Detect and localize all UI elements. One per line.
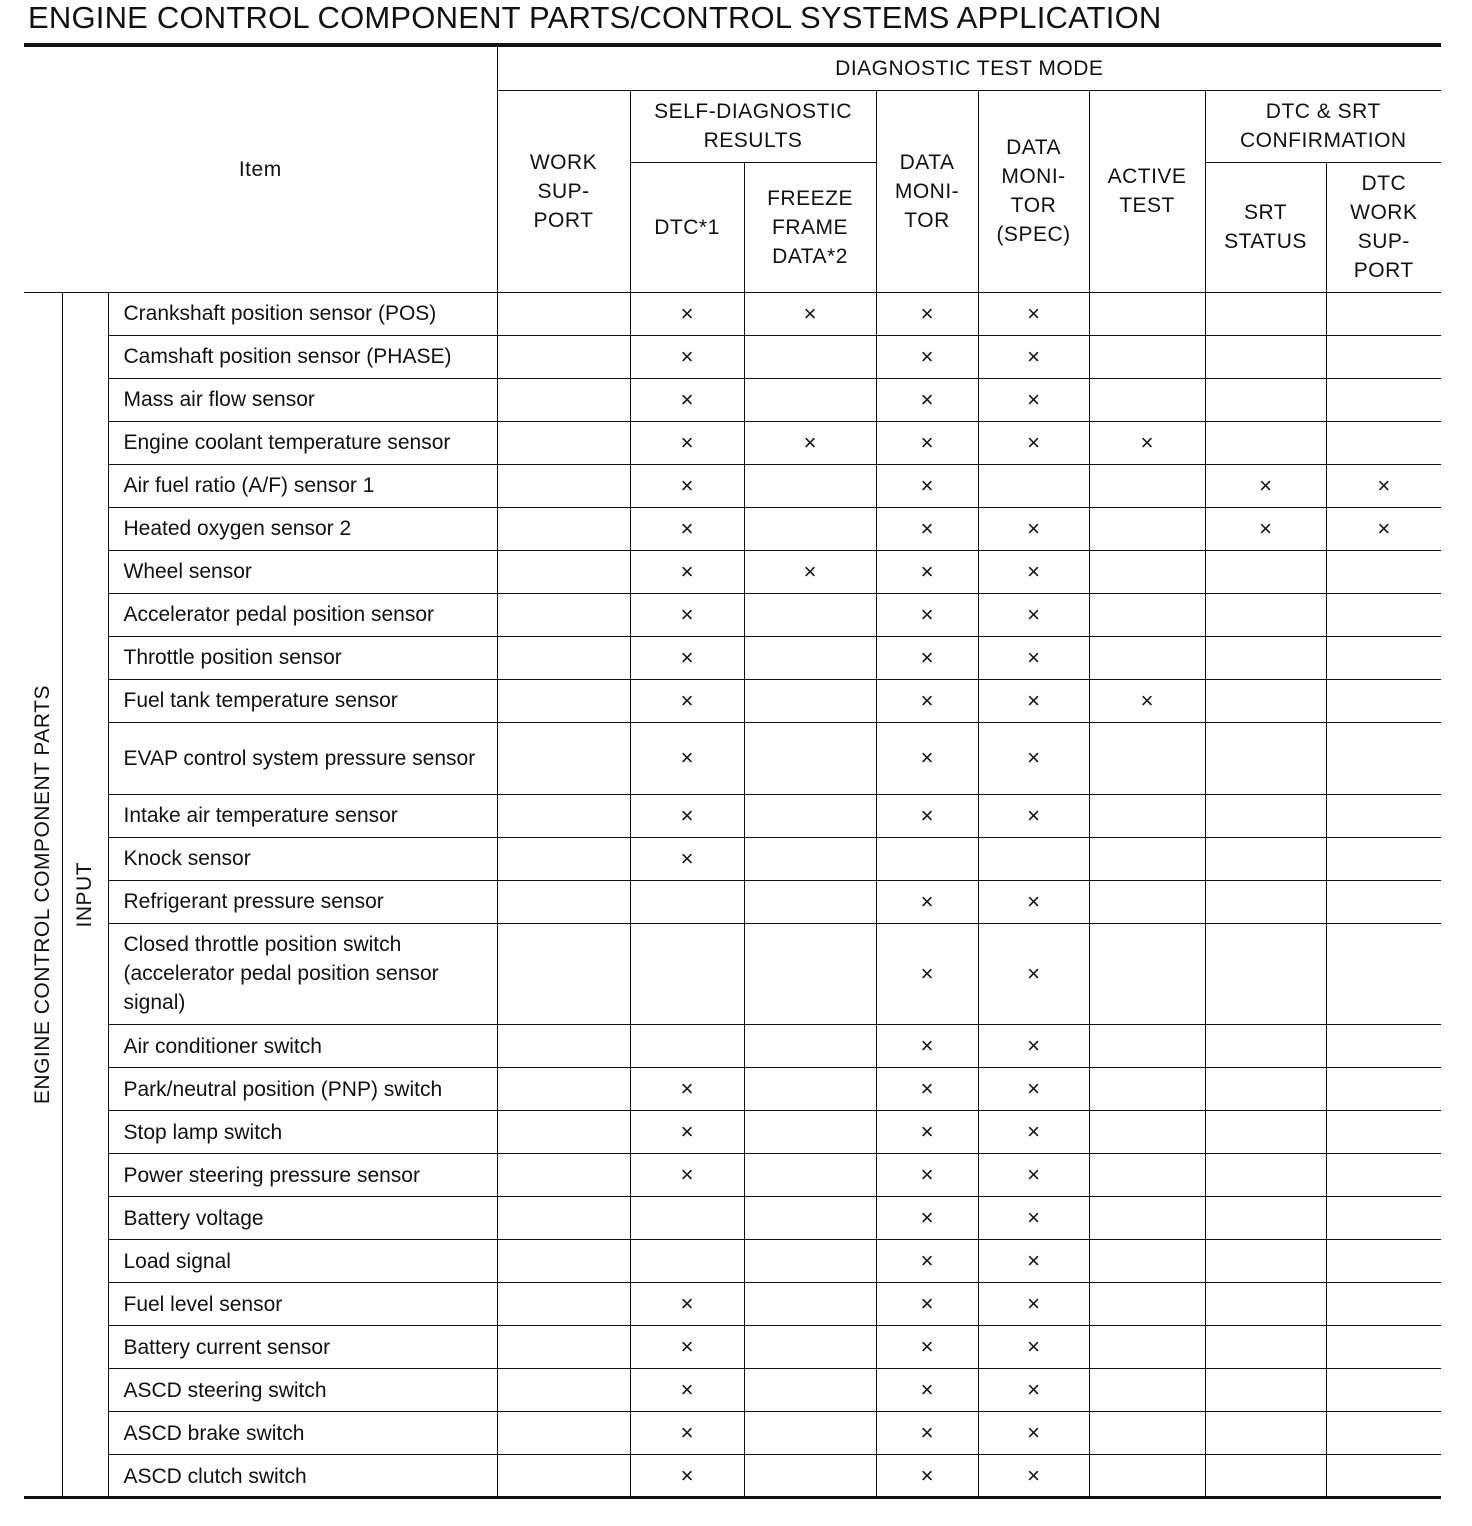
applicable-mark: × xyxy=(978,636,1089,679)
empty-cell xyxy=(497,335,630,378)
empty-cell xyxy=(744,679,876,722)
empty-cell xyxy=(630,880,744,923)
empty-cell xyxy=(497,421,630,464)
applicable-mark: × xyxy=(978,880,1089,923)
empty-cell xyxy=(744,837,876,880)
empty-cell xyxy=(1205,636,1326,679)
row-item-label: Engine coolant temperature sensor xyxy=(108,421,497,464)
table-row xyxy=(24,679,1441,722)
applicable-mark: × xyxy=(978,679,1089,722)
table-row xyxy=(24,837,1441,880)
applicable-mark: × xyxy=(876,1283,978,1326)
row-item-label: Mass air flow sensor xyxy=(108,378,497,421)
applicable-mark: × xyxy=(876,1068,978,1111)
empty-cell xyxy=(1326,794,1441,837)
applicable-mark: × xyxy=(876,335,978,378)
empty-cell xyxy=(744,1197,876,1240)
empty-cell xyxy=(1205,880,1326,923)
empty-cell xyxy=(744,636,876,679)
empty-cell xyxy=(497,1240,630,1283)
empty-cell xyxy=(497,292,630,335)
applicable-mark: × xyxy=(630,1283,744,1326)
applicable-mark: × xyxy=(978,378,1089,421)
table-row xyxy=(24,464,1441,507)
applicable-mark: × xyxy=(978,593,1089,636)
empty-cell xyxy=(744,1412,876,1455)
applicable-mark: × xyxy=(630,1154,744,1197)
applicable-mark: × xyxy=(1089,679,1205,722)
empty-cell xyxy=(744,1326,876,1369)
applicable-mark: × xyxy=(876,1240,978,1283)
empty-cell xyxy=(630,1197,744,1240)
table-row xyxy=(24,880,1441,923)
empty-cell xyxy=(1326,880,1441,923)
row-item-label: Throttle position sensor xyxy=(108,636,497,679)
empty-cell xyxy=(1205,550,1326,593)
applicable-mark: × xyxy=(978,292,1089,335)
empty-cell xyxy=(744,378,876,421)
empty-cell xyxy=(1205,1111,1326,1154)
empty-cell xyxy=(630,923,744,1024)
empty-cell xyxy=(744,507,876,550)
empty-cell xyxy=(744,1240,876,1283)
empty-cell xyxy=(1205,593,1326,636)
applicable-mark: × xyxy=(876,636,978,679)
header-srt-status: SRT STATUS xyxy=(1205,162,1326,292)
header-active-test: ACTIVE TEST xyxy=(1089,90,1205,292)
empty-cell xyxy=(1326,837,1441,880)
applicable-mark: × xyxy=(978,507,1089,550)
empty-cell xyxy=(1326,1455,1441,1498)
empty-cell xyxy=(744,1283,876,1326)
row-item-label: Air fuel ratio (A/F) sensor 1 xyxy=(108,464,497,507)
empty-cell xyxy=(744,464,876,507)
empty-cell xyxy=(1089,1283,1205,1326)
applicable-mark: × xyxy=(630,507,744,550)
row-item-label: Closed throttle position switch (accelerator pedal position sensor signal) xyxy=(108,923,497,1024)
table-row xyxy=(24,378,1441,421)
empty-cell xyxy=(1326,1025,1441,1068)
empty-cell xyxy=(1205,1068,1326,1111)
empty-cell xyxy=(1205,1240,1326,1283)
applicable-mark: × xyxy=(630,722,744,794)
empty-cell xyxy=(1089,378,1205,421)
table-row xyxy=(24,1025,1441,1068)
empty-cell xyxy=(1205,923,1326,1024)
applicable-mark: × xyxy=(876,292,978,335)
applicable-mark: × xyxy=(876,593,978,636)
subgroup-label: INPUT xyxy=(73,862,96,928)
row-item-label: Battery voltage xyxy=(108,1197,497,1240)
table-row xyxy=(24,794,1441,837)
row-item-label: Refrigerant pressure sensor xyxy=(108,880,497,923)
empty-cell xyxy=(497,880,630,923)
applicable-mark: × xyxy=(744,292,876,335)
empty-cell xyxy=(497,550,630,593)
empty-cell xyxy=(1205,1369,1326,1412)
table-row xyxy=(24,1412,1441,1455)
row-item-label: Accelerator pedal position sensor xyxy=(108,593,497,636)
applicable-mark: × xyxy=(744,550,876,593)
empty-cell xyxy=(1205,292,1326,335)
applicable-mark: × xyxy=(876,679,978,722)
empty-cell xyxy=(978,837,1089,880)
empty-cell xyxy=(1089,1111,1205,1154)
applicable-mark: × xyxy=(630,1111,744,1154)
applicable-mark: × xyxy=(630,292,744,335)
applicable-mark: × xyxy=(876,1369,978,1412)
table-row xyxy=(24,636,1441,679)
applicable-mark: × xyxy=(876,1412,978,1455)
empty-cell xyxy=(1326,1154,1441,1197)
applicable-mark: × xyxy=(876,507,978,550)
row-item-label: EVAP control system pressure sensor xyxy=(108,722,497,794)
row-item-label: Air conditioner switch xyxy=(108,1025,497,1068)
applicable-mark: × xyxy=(630,550,744,593)
empty-cell xyxy=(1326,335,1441,378)
empty-cell xyxy=(1089,1025,1205,1068)
empty-cell xyxy=(978,464,1089,507)
row-item-label: Load signal xyxy=(108,1240,497,1283)
applicable-mark: × xyxy=(876,1025,978,1068)
applicable-mark: × xyxy=(876,421,978,464)
empty-cell xyxy=(1089,794,1205,837)
applicable-mark: × xyxy=(876,923,978,1024)
empty-cell xyxy=(1089,1369,1205,1412)
applicable-mark: × xyxy=(744,421,876,464)
table-row xyxy=(24,1455,1441,1498)
empty-cell xyxy=(1326,593,1441,636)
table-row xyxy=(24,1369,1441,1412)
empty-cell xyxy=(1326,722,1441,794)
empty-cell xyxy=(497,794,630,837)
applicable-mark: × xyxy=(978,1025,1089,1068)
subgroup-label-cell xyxy=(62,292,108,1498)
empty-cell xyxy=(1326,923,1441,1024)
table-row xyxy=(24,1154,1441,1197)
applicable-mark: × xyxy=(978,923,1089,1024)
empty-cell xyxy=(1089,837,1205,880)
row-item-label: Intake air temperature sensor xyxy=(108,794,497,837)
applicable-mark: × xyxy=(978,794,1089,837)
applicable-mark: × xyxy=(978,1326,1089,1369)
empty-cell xyxy=(1326,1111,1441,1154)
empty-cell xyxy=(1326,1197,1441,1240)
header-diagnostic-test-mode: DIAGNOSTIC TEST MODE xyxy=(497,47,1441,90)
row-item-label: Heated oxygen sensor 2 xyxy=(108,507,497,550)
row-item-label: ASCD brake switch xyxy=(108,1412,497,1455)
empty-cell xyxy=(1089,593,1205,636)
row-item-label: Stop lamp switch xyxy=(108,1111,497,1154)
empty-cell xyxy=(1326,292,1441,335)
empty-cell xyxy=(1205,837,1326,880)
empty-cell xyxy=(497,722,630,794)
applicable-mark: × xyxy=(876,880,978,923)
row-item-label: Fuel level sensor xyxy=(108,1283,497,1326)
empty-cell xyxy=(497,1154,630,1197)
applicable-mark: × xyxy=(978,722,1089,794)
empty-cell xyxy=(744,335,876,378)
empty-cell xyxy=(497,1025,630,1068)
empty-cell xyxy=(497,923,630,1024)
row-item-label: Camshaft position sensor (PHASE) xyxy=(108,335,497,378)
table-row xyxy=(24,593,1441,636)
table-body xyxy=(24,292,1441,1498)
header-dtc-srt-confirmation: DTC & SRT CONFIRMATION xyxy=(1205,90,1441,162)
empty-cell xyxy=(1089,636,1205,679)
empty-cell xyxy=(497,507,630,550)
row-item-label: ASCD clutch switch xyxy=(108,1455,497,1498)
applicable-mark: × xyxy=(630,464,744,507)
empty-cell xyxy=(1205,679,1326,722)
empty-cell xyxy=(876,837,978,880)
header-data-monitor: DATA MONI- TOR xyxy=(876,90,978,292)
empty-cell xyxy=(1205,378,1326,421)
applicable-mark: × xyxy=(978,1369,1089,1412)
empty-cell xyxy=(1326,378,1441,421)
applicable-mark: × xyxy=(876,378,978,421)
empty-cell xyxy=(1205,1283,1326,1326)
page-title: ENGINE CONTROL COMPONENT PARTS/CONTROL SYSTEMS APPLICATION xyxy=(28,0,1162,35)
empty-cell xyxy=(497,1326,630,1369)
empty-cell xyxy=(630,1025,744,1068)
header-freeze-frame: FREEZE FRAME DATA*2 xyxy=(744,162,876,292)
empty-cell xyxy=(744,722,876,794)
empty-cell xyxy=(744,880,876,923)
applicable-mark: × xyxy=(978,1412,1089,1455)
empty-cell xyxy=(497,1111,630,1154)
applicable-mark: × xyxy=(1326,507,1441,550)
applicable-mark: × xyxy=(630,837,744,880)
applicable-mark: × xyxy=(978,1154,1089,1197)
applicable-mark: × xyxy=(876,722,978,794)
applicable-mark: × xyxy=(1205,507,1326,550)
empty-cell xyxy=(1326,421,1441,464)
applicable-mark: × xyxy=(876,1197,978,1240)
empty-cell xyxy=(1089,722,1205,794)
empty-cell xyxy=(1205,1025,1326,1068)
empty-cell xyxy=(1089,1068,1205,1111)
applicable-mark: × xyxy=(876,794,978,837)
empty-cell xyxy=(1326,679,1441,722)
empty-cell xyxy=(497,679,630,722)
table-row xyxy=(24,1111,1441,1154)
applicable-mark: × xyxy=(978,335,1089,378)
empty-cell xyxy=(1326,1412,1441,1455)
header-work-support: WORK SUP- PORT xyxy=(497,90,630,292)
applicable-mark: × xyxy=(630,1412,744,1455)
empty-cell xyxy=(497,1455,630,1498)
empty-cell xyxy=(1089,1455,1205,1498)
row-item-label: Wheel sensor xyxy=(108,550,497,593)
empty-cell xyxy=(1089,1154,1205,1197)
bottom-rule xyxy=(24,1496,1441,1499)
applicable-mark: × xyxy=(1205,464,1326,507)
applicable-mark: × xyxy=(876,464,978,507)
empty-cell xyxy=(497,1369,630,1412)
application-table xyxy=(24,47,1441,1499)
table-row xyxy=(24,1197,1441,1240)
applicable-mark: × xyxy=(978,1240,1089,1283)
empty-cell xyxy=(744,1369,876,1412)
empty-cell xyxy=(1089,1197,1205,1240)
applicable-mark: × xyxy=(978,1111,1089,1154)
empty-cell xyxy=(744,1068,876,1111)
applicable-mark: × xyxy=(630,1455,744,1498)
empty-cell xyxy=(630,1240,744,1283)
empty-cell xyxy=(1326,1283,1441,1326)
empty-cell xyxy=(1089,464,1205,507)
empty-cell xyxy=(1089,923,1205,1024)
empty-cell xyxy=(1089,335,1205,378)
applicable-mark: × xyxy=(630,593,744,636)
empty-cell xyxy=(1326,550,1441,593)
empty-cell xyxy=(744,1025,876,1068)
empty-cell xyxy=(497,378,630,421)
empty-cell xyxy=(1089,1412,1205,1455)
empty-cell xyxy=(1205,722,1326,794)
applicable-mark: × xyxy=(876,550,978,593)
applicable-mark: × xyxy=(630,1068,744,1111)
applicable-mark: × xyxy=(630,335,744,378)
table-row xyxy=(24,292,1441,335)
applicable-mark: × xyxy=(630,636,744,679)
applicable-mark: × xyxy=(1089,421,1205,464)
empty-cell xyxy=(744,1154,876,1197)
empty-cell xyxy=(497,1068,630,1111)
empty-cell xyxy=(497,1412,630,1455)
applicable-mark: × xyxy=(630,794,744,837)
applicable-mark: × xyxy=(876,1455,978,1498)
empty-cell xyxy=(1326,636,1441,679)
applicable-mark: × xyxy=(630,679,744,722)
applicable-mark: × xyxy=(876,1111,978,1154)
table-row xyxy=(24,1240,1441,1283)
empty-cell xyxy=(1089,550,1205,593)
table-row xyxy=(24,550,1441,593)
empty-cell xyxy=(744,593,876,636)
empty-cell xyxy=(1205,1455,1326,1498)
applicable-mark: × xyxy=(978,1197,1089,1240)
header-dtc-work-support: DTC WORK SUP- PORT xyxy=(1326,162,1441,292)
empty-cell xyxy=(497,464,630,507)
table-row xyxy=(24,1326,1441,1369)
row-item-label: Knock sensor xyxy=(108,837,497,880)
applicable-mark: × xyxy=(876,1154,978,1197)
empty-cell xyxy=(1205,1326,1326,1369)
empty-cell xyxy=(1089,1326,1205,1369)
group-label-cell xyxy=(24,292,62,1498)
applicable-mark: × xyxy=(630,421,744,464)
table-row xyxy=(24,722,1441,794)
empty-cell xyxy=(1326,1326,1441,1369)
row-item-label: ASCD steering switch xyxy=(108,1369,497,1412)
table-row xyxy=(24,507,1441,550)
applicable-mark: × xyxy=(978,1455,1089,1498)
empty-cell xyxy=(1089,292,1205,335)
applicable-mark: × xyxy=(978,421,1089,464)
empty-cell xyxy=(1326,1068,1441,1111)
table-row xyxy=(24,923,1441,1024)
empty-cell xyxy=(497,593,630,636)
empty-cell xyxy=(744,1111,876,1154)
header-item: Item xyxy=(24,47,497,292)
table-row xyxy=(24,1283,1441,1326)
applicable-mark: × xyxy=(630,378,744,421)
table-row xyxy=(24,335,1441,378)
applicable-mark: × xyxy=(630,1326,744,1369)
table-row xyxy=(24,1068,1441,1111)
empty-cell xyxy=(1326,1240,1441,1283)
applicable-mark: × xyxy=(978,1068,1089,1111)
empty-cell xyxy=(744,794,876,837)
empty-cell xyxy=(497,636,630,679)
empty-cell xyxy=(1205,1197,1326,1240)
row-item-label: Battery current sensor xyxy=(108,1326,497,1369)
empty-cell xyxy=(1089,880,1205,923)
empty-cell xyxy=(1205,421,1326,464)
empty-cell xyxy=(1205,1412,1326,1455)
empty-cell xyxy=(744,923,876,1024)
empty-cell xyxy=(1326,1369,1441,1412)
empty-cell xyxy=(1205,335,1326,378)
row-item-label: Fuel tank temperature sensor xyxy=(108,679,497,722)
row-item-label: Park/neutral position (PNP) switch xyxy=(108,1068,497,1111)
empty-cell xyxy=(744,1455,876,1498)
applicable-mark: × xyxy=(1326,464,1441,507)
empty-cell xyxy=(1089,1240,1205,1283)
row-item-label: Crankshaft position sensor (POS) xyxy=(108,292,497,335)
table-row xyxy=(24,421,1441,464)
empty-cell xyxy=(497,1197,630,1240)
applicable-mark: × xyxy=(978,1283,1089,1326)
header-self-diagnostic-results: SELF-DIAGNOSTIC RESULTS xyxy=(630,90,876,162)
header-data-monitor-spec: DATA MONI- TOR (SPEC) xyxy=(978,90,1089,292)
header-dtc: DTC*1 xyxy=(630,162,744,292)
applicable-mark: × xyxy=(630,1369,744,1412)
empty-cell xyxy=(1205,1154,1326,1197)
empty-cell xyxy=(497,1283,630,1326)
empty-cell xyxy=(497,837,630,880)
group-label: ENGINE CONTROL COMPONENT PARTS xyxy=(30,685,54,1105)
empty-cell xyxy=(1205,794,1326,837)
empty-cell xyxy=(1089,507,1205,550)
applicable-mark: × xyxy=(876,1326,978,1369)
applicable-mark: × xyxy=(978,550,1089,593)
row-item-label: Power steering pressure sensor xyxy=(108,1154,497,1197)
